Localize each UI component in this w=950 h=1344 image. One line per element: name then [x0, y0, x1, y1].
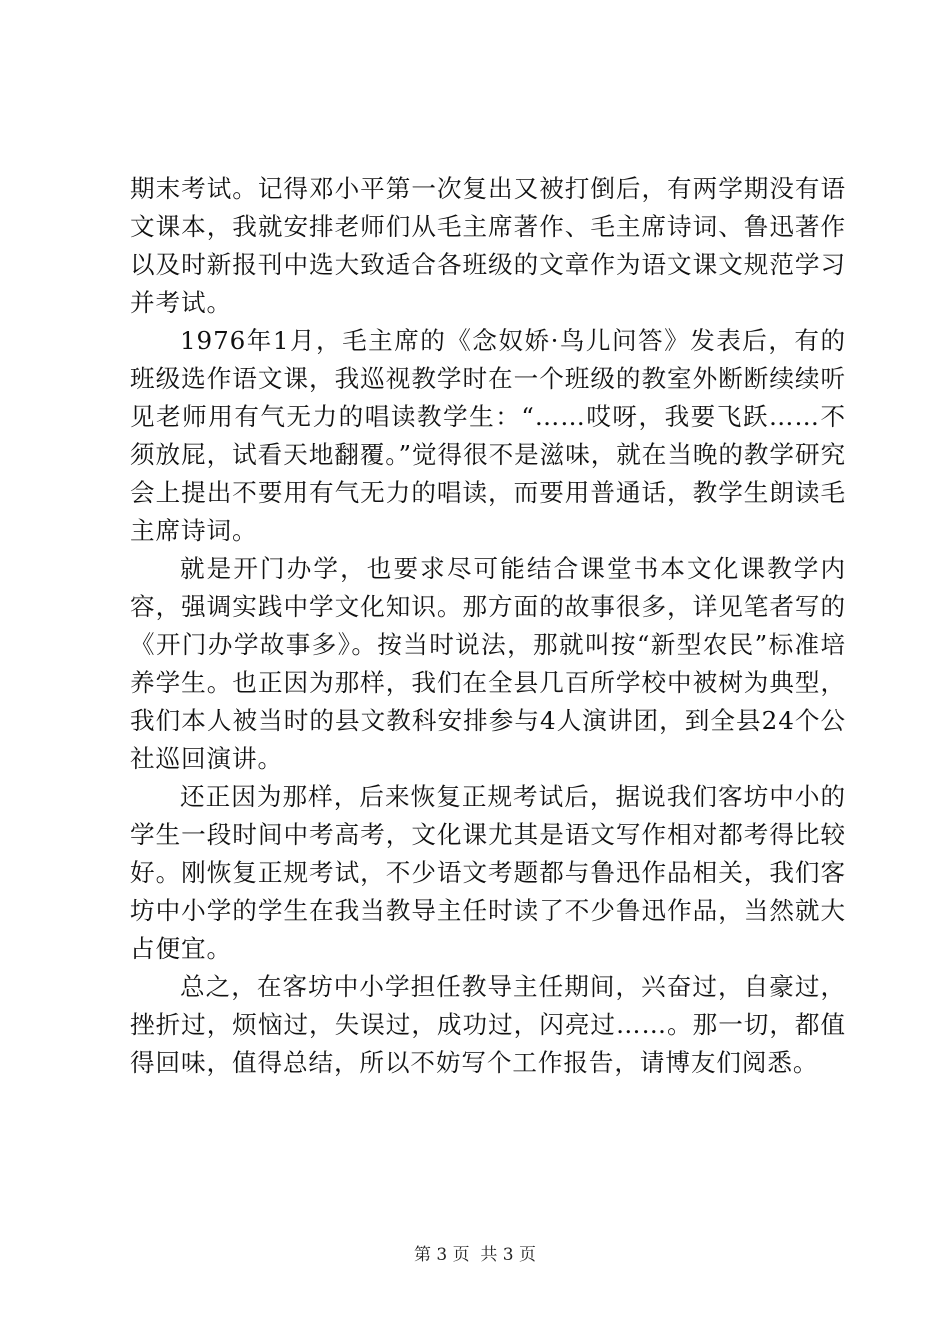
paragraph: 1976年1月，毛主席的《念奴娇·鸟儿问答》发表后，有的班级选作语文课，我巡视教学时在一个班级的教室外断断续续听见老师用有气无力的唱读教学生：“……哎呀，我要飞跃……不须放屁，试看天地翻覆。”觉得很不是滋味，就在当晚的教学研究会上提出不要用有气无力的唱读，而要用普通话，教学生朗读毛主席诗词。	[130, 326, 846, 545]
paragraph: 期末考试。记得邓小平第一次复出又被打倒后，有两学期没有语文课本，我就安排老师们从毛主席著作、毛主席诗词、鲁迅著作以及时新报刊中选大致适合各班级的文章作为语文课文规范学习并考试。	[130, 174, 846, 317]
page-footer	[0, 1240, 950, 1265]
document-body	[130, 170, 846, 1082]
paragraph: 总之，在客坊中小学担任教导主任期间，兴奋过，自豪过，挫折过，烦恼过，失误过，成功过，闪亮过……。那一切，都值得回味，值得总结，所以不妨写个工作报告，请博友们阅悉。	[130, 972, 846, 1077]
paragraph: 还正因为那样，后来恢复正规考试后，据说我们客坊中小的学生一段时间中考高考，文化课尤其是语文写作相对都考得比较好。刚恢复正规考试，不少语文考题都与鲁迅作品相关，我们客坊中小学的学生在我当教导主任时读了不少鲁迅作品，当然就大占便宜。	[130, 782, 846, 963]
paragraph: 就是开门办学，也要求尽可能结合课堂书本文化课教学内容，强调实践中学文化知识。那方面的故事很多，详见笔者写的《开门办学故事多》。按当时说法，那就叫按“新型农民”标准培养学生。也正因为那样，我们在全县几百所学校中被树为典型，我们本人被当时的县文教科安排参与4人演讲团，到全县24个公社巡回演讲。	[130, 554, 846, 773]
page-number: 第 3 页 共 3 页	[413, 1245, 537, 1265]
